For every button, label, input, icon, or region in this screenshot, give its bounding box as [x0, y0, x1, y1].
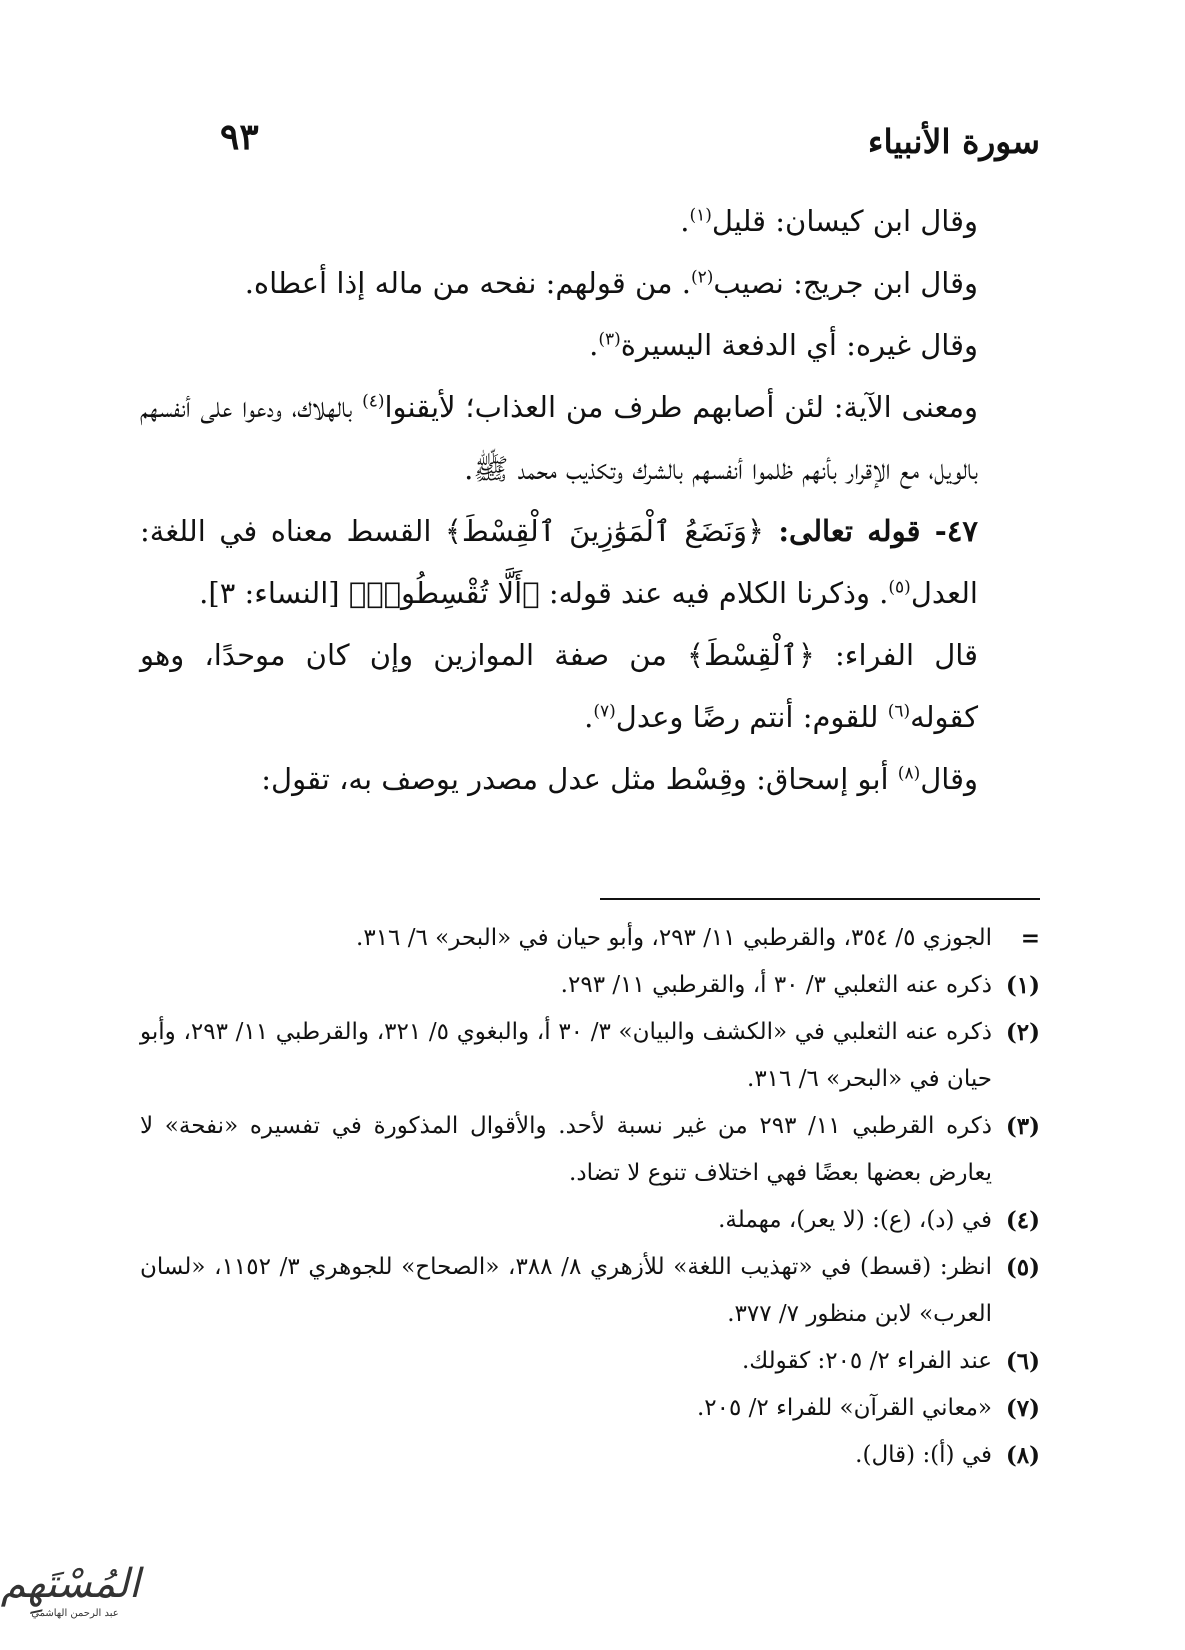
logo-caption: عبد الرحمن الهاشمي [31, 1608, 119, 1619]
paragraph-verse-47: ٤٧- قوله تعالى: ﴿وَنَضَعُ ٱلْمَوَٰزِينَ ٱلْقِسْطَ﴾ القسط معناه في اللغة: العدل$^{(٥)}$. وذكرنا الكلام فيه عند قوله: ﴿أَلَّا تُقْسِطُوا۟﴾ [النساء: ٣]. [140, 514, 978, 610]
main-text [140, 190, 1040, 810]
page-number: ٩٣ [220, 116, 259, 158]
footnote-3: (٣) ذكره القرطبي ١١/ ٢٩٣ من غير نسبة لأحد. والأقوال المذكورة في تفسيره «نفحة» لا يعارض بعضها بعضًا فهي اختلاف تنوع لا تضاد. [140, 1113, 1040, 1186]
footnote-8: (٨) في (أ): (قال). [855, 1442, 1040, 1469]
surah-title: سورة الأنبياء [867, 122, 1040, 161]
footnote-6: (٦) عند الفراء ٢/ ٢٠٥: كقولك. [741, 1348, 1040, 1375]
footnote-4: (٤) في (د)، (ع): (لا يعر)، مهملة. [718, 1207, 1040, 1234]
footnote-ref: (٦) [887, 701, 911, 722]
footnote-1: (١) ذكره عنه الثعلبي ٣/ ٣٠ أ، والقرطبي ١١/ ٢٩٣. [560, 972, 1040, 999]
footnote-ref: (٥) [888, 577, 911, 598]
footnote-ref: (١) [689, 205, 712, 226]
paragraph-ibn-kaysan: وقال ابن كيسان: قليل$^{(١)}$. [680, 204, 978, 238]
paragraph-ibn-jurayj: وقال ابن جريج: نصيب$^{(٢)}$. من قولهم: نفحه من ماله إذا أعطاه. [244, 266, 978, 300]
footnote-ref: (٨) [897, 763, 921, 784]
paragraph-verse-meaning: ومعنى الآية: لئن أصابهم طرف من العذاب؛ لأيقنوا$^{(٤)}$ بالهلاك، ودعوا على أنفسهم بالويل، مع الإقرار بأنهم ظلموا أنفسهم بالشرك وتكذيب محمد ﷺ. [140, 390, 978, 486]
footnote-7: (٧) «معاني القرآن» للفراء ٢/ ٢٠٥. [696, 1395, 1040, 1422]
paragraph-abu-ishaq: وقال$^{(٨)}$ أبو إسحاق: وقِسْط مثل عدل مصدر يوصف به، تقول: [261, 762, 978, 796]
quran-quote: ﴿وَنَضَعُ ٱلْمَوَٰزِينَ ٱلْقِسْطَ﴾ [444, 514, 765, 548]
paragraph-farra: قال الفراء: ﴿ٱلْقِسْطَ﴾ من صفة الموازين وإن كان موحدًا، وهو كقوله$^{(٦)}$ للقوم: أنتم رضًا وعدل$^{(٧)}$. [140, 638, 978, 734]
page-header [140, 112, 1040, 172]
footnote-ref: (٢) [691, 267, 714, 288]
footnote-ref: (٣) [598, 329, 621, 350]
quran-quote: ﴿ٱلْقِسْطَ﴾ [687, 638, 815, 672]
logo-title: المُسْتَهِم [0, 1561, 140, 1607]
footnote-continuation: = الجوزي ٥/ ٣٥٤، والقرطبي ١١/ ٢٩٣، وأبو حيان في «البحر» ٦/ ٣١٦. [356, 925, 1040, 952]
footnotes [140, 915, 1040, 1479]
paragraph-others: وقال غيره: أي الدفعة اليسيرة$^{(٣)}$. [589, 328, 978, 362]
footnote-ref: (٧) [593, 701, 616, 722]
publisher-logo [0, 1560, 140, 1635]
footnote-5: (٥) انظر: (قسط) في «تهذيب اللغة» للأزهري ٨/ ٣٨٨، «الصحاح» للجوهري ٣/ ١١٥٢، «لسان العرب» لابن منظور ٧/ ٣٧٧. [140, 1254, 1040, 1327]
footnote-2: (٢) ذكره عنه الثعلبي في «الكشف والبيان» ٣/ ٣٠ أ، والبغوي ٥/ ٣٢١، والقرطبي ١١/ ٢٩٣، وأبو حيان في «البحر» ٦/ ٣١٦. [140, 1019, 1040, 1092]
footnote-ref: (٤) [362, 391, 385, 412]
footnote-separator [600, 898, 1040, 900]
quran-quote: ﴿أَلَّا تُقْسِطُوا۟﴾ [348, 576, 540, 610]
